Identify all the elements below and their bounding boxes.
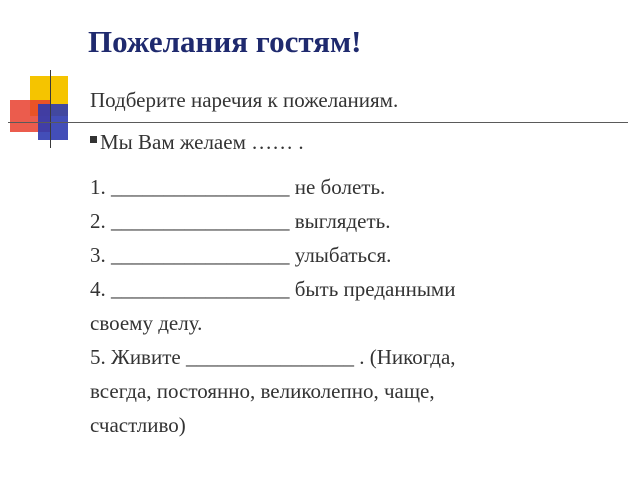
exercise-line-5: 5. Живите ________________ . (Никогда, — [90, 345, 456, 369]
decor-vertical-line — [50, 70, 51, 148]
exercise-list — [90, 170, 610, 442]
exercise-line-5-cont: всегда, постоянно, великолепно, чаще, — [90, 379, 435, 403]
exercise-line-1: 1. _________________ не болеть. — [90, 175, 386, 199]
decor-horizontal-line — [8, 122, 628, 123]
exercise-line-2: 2. _________________ выглядеть. — [90, 209, 391, 233]
instruction-text: Подберите наречия к пожеланиям. — [90, 88, 399, 112]
square-bullet-icon — [90, 136, 97, 143]
bullet-text: Мы Вам желаем …… . — [100, 130, 304, 154]
exercise-line-4-cont: своему делу. — [90, 311, 203, 335]
slide-title: Пожелания гостям! — [88, 24, 362, 59]
bullet-item — [90, 130, 304, 155]
exercise-line-4: 4. _________________ быть преданными — [90, 277, 456, 301]
exercise-line-5-end: счастливо) — [90, 413, 186, 437]
exercise-line-3: 3. _________________ улыбаться. — [90, 243, 392, 267]
